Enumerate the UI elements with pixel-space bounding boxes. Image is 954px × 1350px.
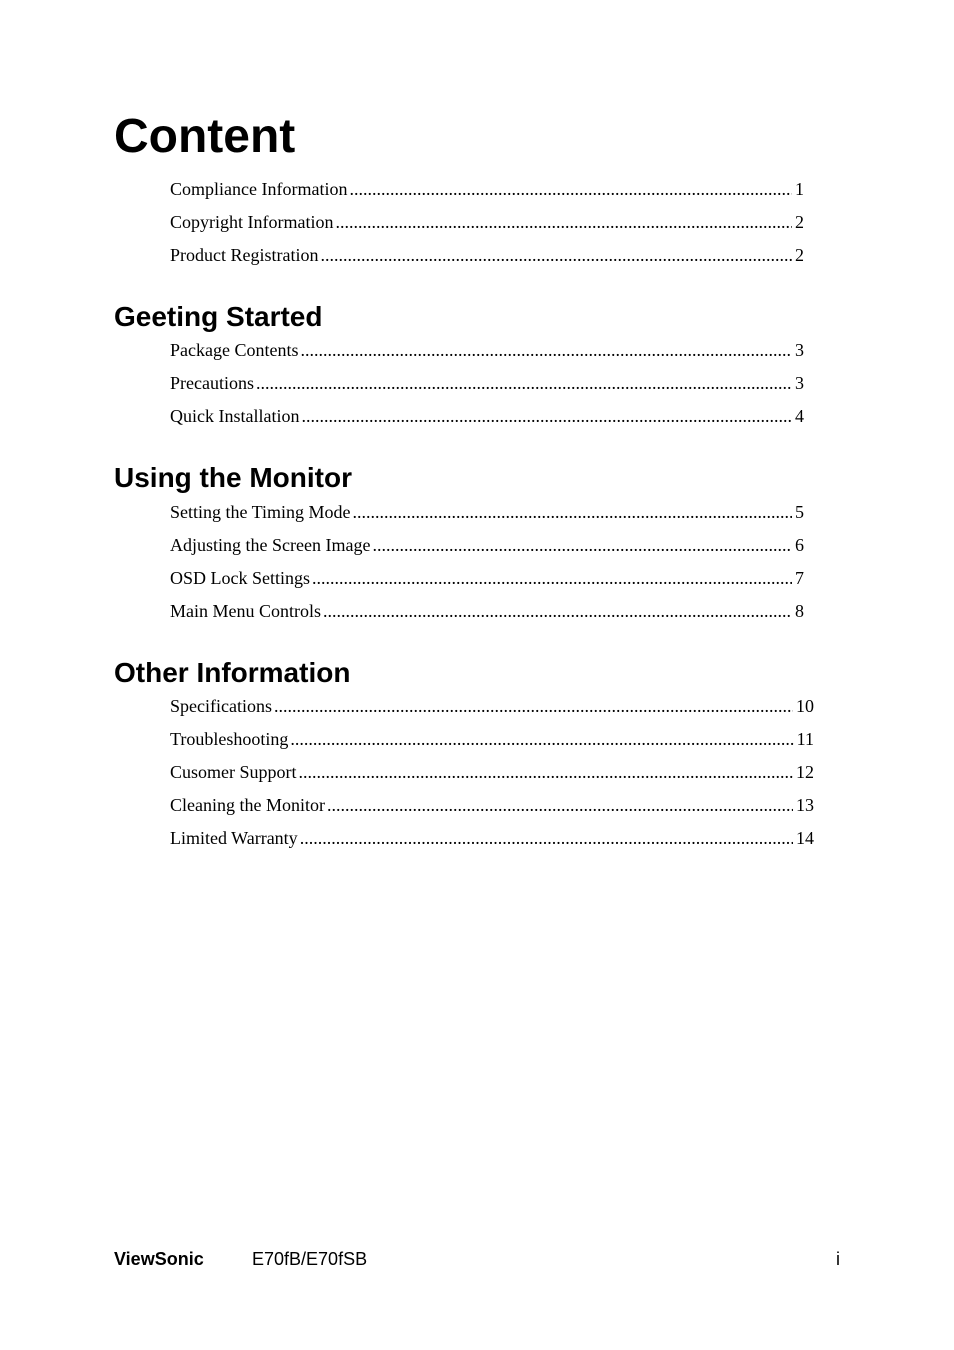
toc-dot-leader [372,534,792,556]
toc-entry-label: Specifications [170,696,272,716]
toc-entry[interactable] [170,600,804,633]
toc-dot-leader [327,794,793,816]
page-title: Content [114,110,296,163]
toc-entry-label: Quick Installation [170,406,300,426]
toc-page-number: 8 [795,601,804,621]
footer-model: E70fB/E70fSB [252,1249,368,1269]
toc-dot-leader [301,405,792,427]
toc-entry-label: Cleaning the Monitor [170,795,325,815]
toc-entry[interactable] [170,178,804,211]
toc-page-number: 10 [796,696,814,716]
toc-entry[interactable] [170,695,814,728]
toc-dot-leader [349,178,792,200]
toc-entry[interactable] [170,501,804,534]
toc-entry[interactable] [170,244,804,277]
toc-entry[interactable] [170,728,814,761]
toc-page-number: 14 [796,828,814,848]
toc-entry[interactable] [170,372,804,405]
toc-list-other-information [170,695,814,860]
toc-page-number: 1 [795,179,804,199]
toc-dot-leader [299,761,793,783]
toc-page-number: 2 [795,212,804,232]
toc-entry[interactable] [170,211,804,244]
toc-page-number: 4 [795,406,804,426]
toc-list-getting-started [170,339,804,438]
section-heading-using-the-monitor: Using the Monitor [114,462,352,493]
toc-dot-leader [335,211,792,233]
toc-dot-leader [353,501,792,523]
toc-entry-label: Main Menu Controls [170,601,321,621]
toc-entry-label: Copyright Information [170,212,334,232]
toc-dot-leader [300,827,793,849]
toc-entry-label: Troubleshooting [170,729,289,749]
toc-dot-leader [320,244,792,266]
section-heading-getting-started: Geeting Started [114,301,323,332]
toc-entry[interactable] [170,794,814,827]
toc-dot-leader [300,339,792,361]
toc-page-number: 6 [795,535,804,555]
toc-entry[interactable] [170,339,804,372]
toc-dot-leader [274,695,793,717]
toc-entry[interactable] [170,761,814,794]
toc-page-number: 13 [796,795,814,815]
toc-entry-label: Limited Warranty [170,828,298,848]
toc-entry-label: Product Registration [170,245,319,265]
toc-page-number: 5 [795,502,804,522]
toc-entry-label: Compliance Information [170,179,348,199]
toc-dot-leader [290,728,793,750]
toc-entry[interactable] [170,827,814,860]
toc-entry-label: Adjusting the Screen Image [170,535,371,555]
section-heading-other-information: Other Information [114,657,351,688]
toc-page-number: 11 [796,729,814,749]
toc-entry-label: Cusomer Support [170,762,297,782]
toc-page-number: 3 [795,340,804,360]
toc-page-number: 7 [795,568,804,588]
toc-entry[interactable] [170,567,804,600]
toc-dot-leader [323,600,792,622]
toc-entry-label: Setting the Timing Mode [170,502,351,522]
toc-entry[interactable] [170,405,804,438]
toc-dot-leader [312,567,792,589]
toc-page-number: 12 [796,762,814,782]
toc-entry-label: OSD Lock Settings [170,568,311,588]
toc-list-front-matter [170,178,804,277]
toc-page-number: 2 [795,245,804,265]
footer-page-number: i [836,1249,840,1269]
toc-list-using-the-monitor [170,501,804,633]
toc-entry-label: Package Contents [170,340,299,360]
toc-dot-leader [256,372,792,394]
toc-entry-label: Precautions [170,373,254,393]
footer-brand: ViewSonic [114,1249,204,1269]
toc-page-number: 3 [795,373,804,393]
page-footer [114,1247,840,1271]
toc-entry[interactable] [170,534,804,567]
